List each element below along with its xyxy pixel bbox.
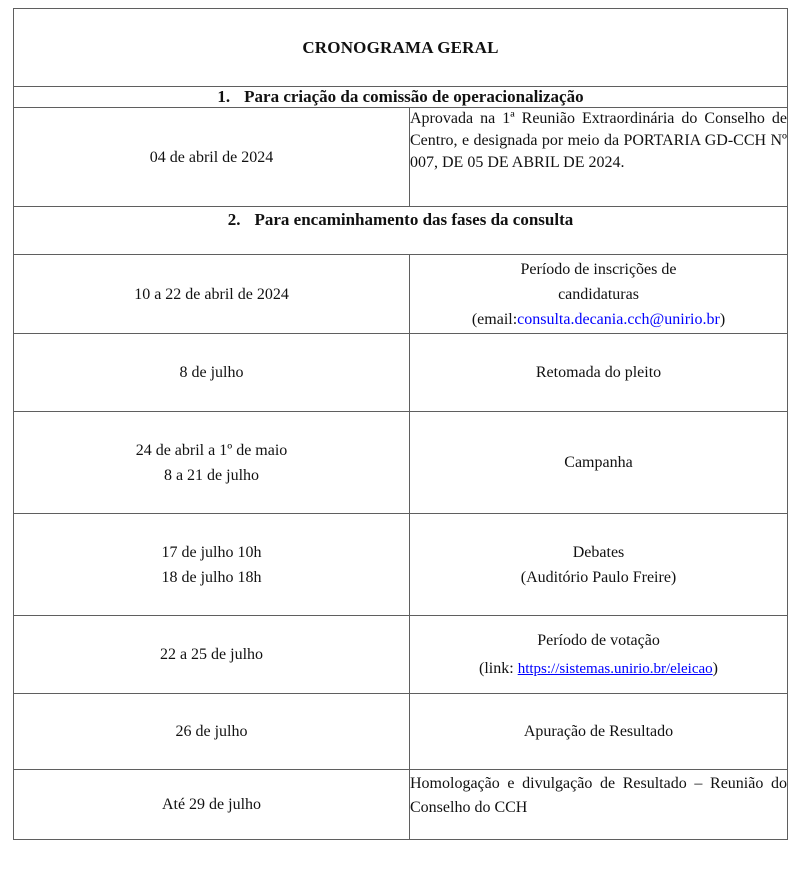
description-cell-comissao: Aprovada na 1ª Reunião Extraordinária do Conselho de Centro, e designada por meio da PORTARIA GD-CCH Nº 007, DE 05 DE ABRIL DE 2024. [410, 108, 788, 207]
email-line [410, 307, 787, 332]
date-cell-comissao: 04 de abril de 2024 [14, 108, 410, 207]
date-cell-retomada: 8 de julho [14, 334, 410, 412]
email-prefix: (email: [471, 310, 518, 328]
voting-link-line [410, 656, 787, 682]
description-cell-homologacao: Homologação e divulgação de Resultado – Reunião do Conselho do CCH [410, 770, 788, 840]
event-line-2: candidaturas [558, 285, 639, 303]
title-row [14, 9, 788, 87]
event-cell-retomada: Retomada do pleito [410, 334, 788, 412]
event-line-1: Período de inscrições de [520, 260, 677, 278]
event-line-1: Debates [572, 543, 625, 561]
date-line-1: 24 de abril a 1º de maio [135, 441, 288, 459]
link-prefix: (link: [479, 659, 518, 677]
section-2-heading [14, 207, 788, 255]
row-retomada [14, 334, 788, 412]
date-line-2: 8 a 21 de julho [163, 466, 260, 484]
table-title: CRONOGRAMA GERAL [14, 9, 788, 87]
row-debates [14, 514, 788, 616]
event-line-2: (Auditório Paulo Freire) [520, 568, 677, 586]
event-cell-inscricoes [410, 255, 788, 334]
section-2-number: 2. [227, 210, 241, 229]
section-2-row [14, 207, 788, 255]
row-campanha [14, 412, 788, 514]
date-cell-debates [14, 514, 410, 616]
date-line-1: 17 de julho 10h [161, 543, 262, 561]
cronograma-table [13, 8, 788, 840]
date-cell-inscricoes: 10 a 22 de abril de 2024 [14, 255, 410, 334]
voting-link[interactable]: https://sistemas.unirio.br/eleicao [517, 660, 713, 677]
date-cell-apuracao: 26 de julho [14, 694, 410, 770]
event-cell-apuracao: Apuração de Resultado [410, 694, 788, 770]
section-1-number: 1. [217, 87, 231, 106]
date-line-2: 18 de julho 18h [161, 568, 262, 586]
event-cell-votacao [410, 616, 788, 694]
link-suffix: ) [712, 659, 718, 677]
section-2-label: Para encaminhamento das fases da consulta [254, 210, 574, 229]
section-1-heading [14, 87, 788, 108]
row-inscricoes [14, 255, 788, 334]
date-cell-homologacao: Até 29 de julho [14, 770, 410, 840]
row-homologacao [14, 770, 788, 840]
row-votacao [14, 616, 788, 694]
section-1-label: Para criação da comissão de operacionalização [244, 87, 584, 106]
email-link[interactable]: consulta.decania.cch@unirio.br [517, 310, 720, 328]
event-cell-debates [410, 514, 788, 616]
email-suffix: ) [719, 310, 726, 328]
date-cell-campanha [14, 412, 410, 514]
event-cell-campanha: Campanha [410, 412, 788, 514]
section-1-row [14, 87, 788, 108]
row-comissao [14, 108, 788, 207]
row-apuracao [14, 694, 788, 770]
date-cell-votacao: 22 a 25 de julho [14, 616, 410, 694]
event-line-1: Período de votação [537, 631, 660, 649]
